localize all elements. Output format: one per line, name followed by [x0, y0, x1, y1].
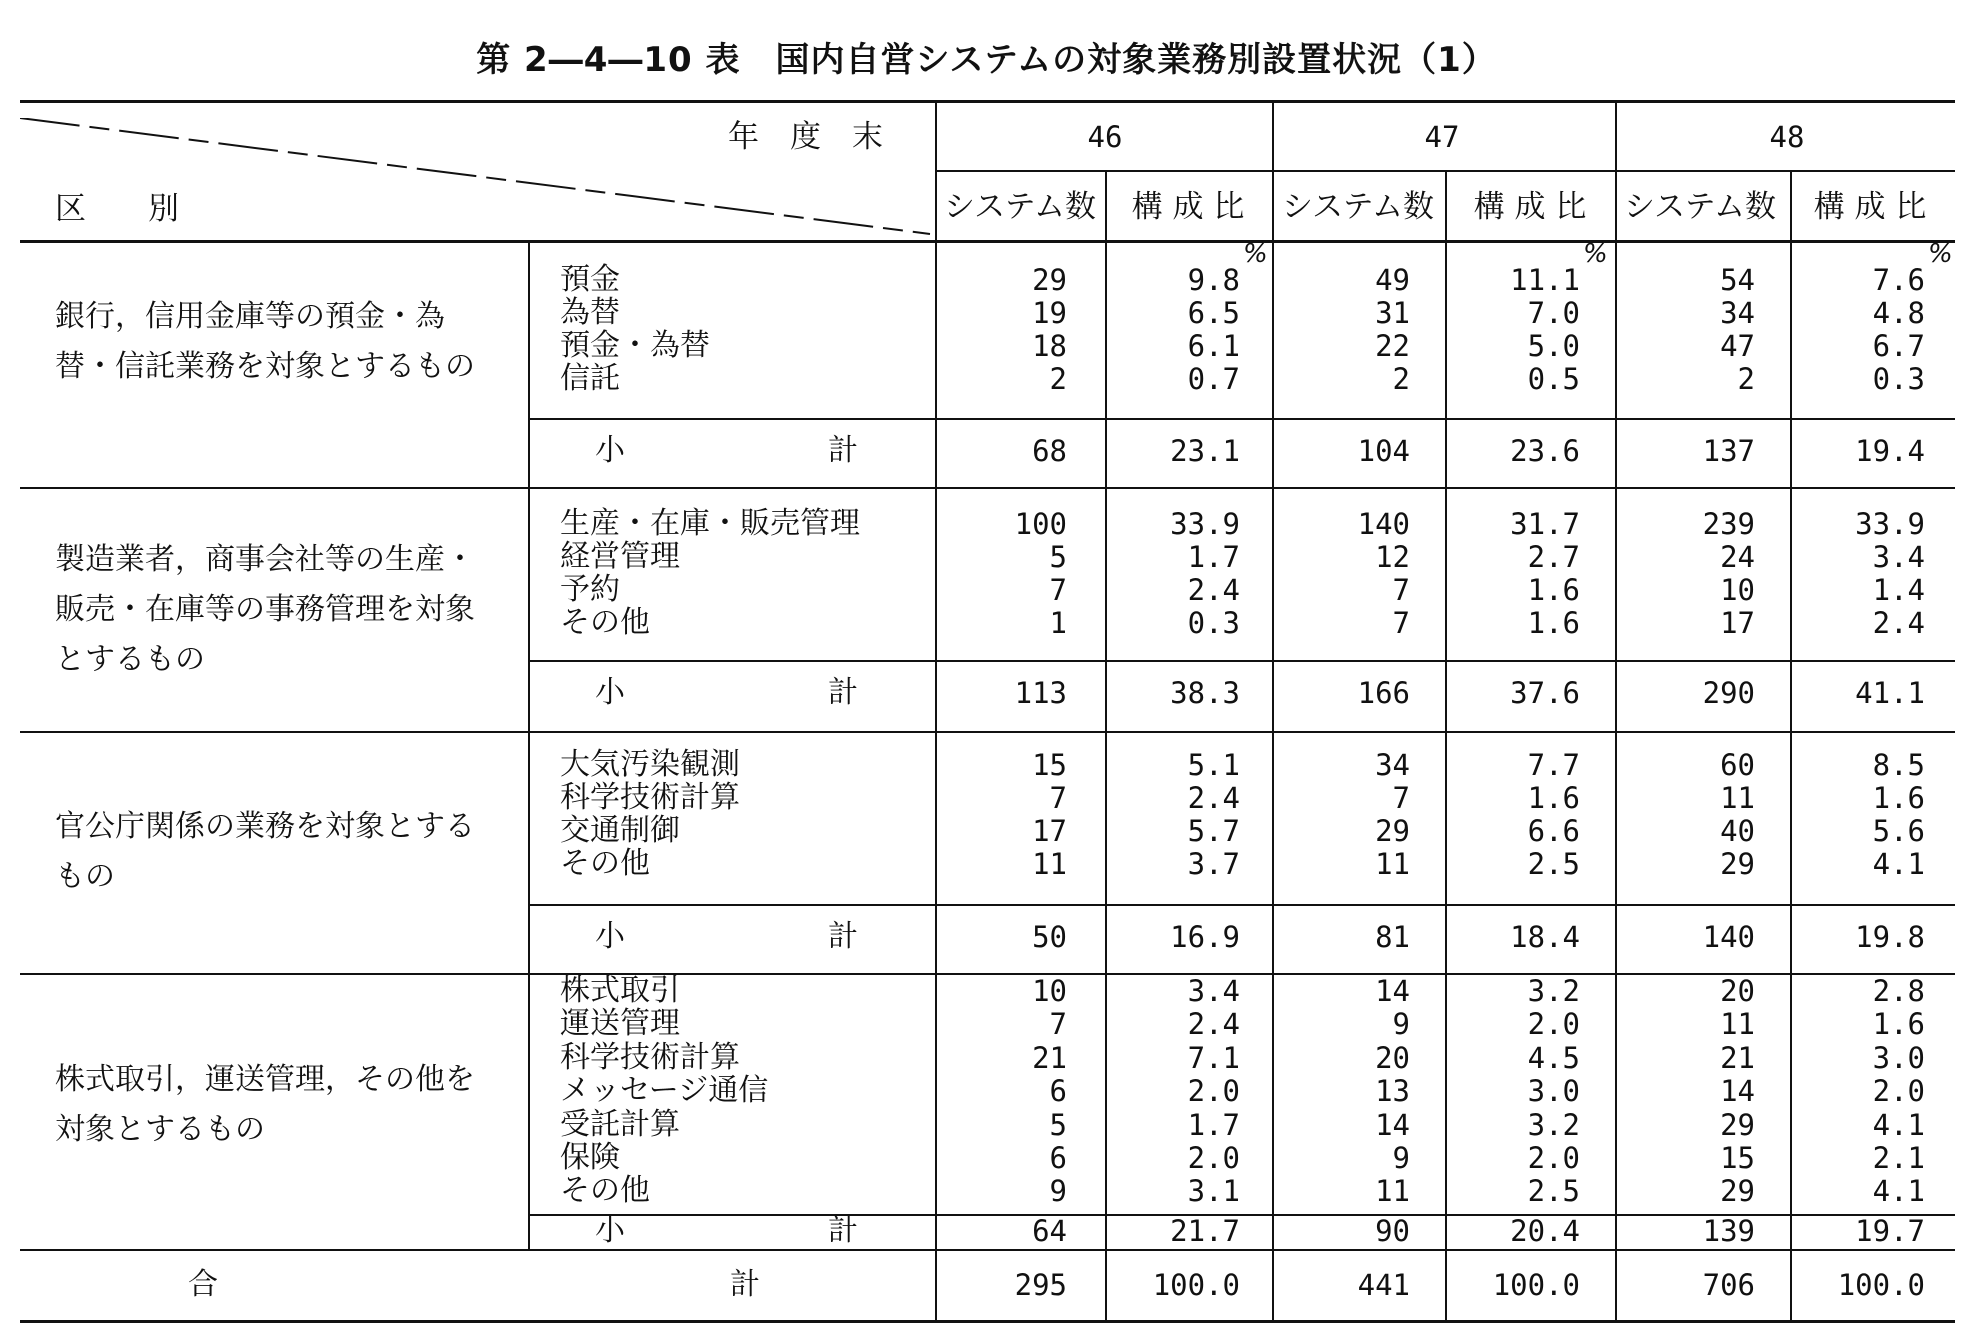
header-divider	[1272, 100, 1274, 240]
percent-sign: %	[1928, 239, 1953, 269]
subtotal-systems: 104	[1357, 434, 1410, 468]
ratio-value: 2.0	[1187, 1141, 1240, 1175]
systems-count: 29	[1375, 814, 1410, 848]
subtotal-ratio: 41.1	[1855, 676, 1925, 710]
subtotal-ratio: 23.1	[1170, 434, 1240, 468]
systems-count: 7	[1392, 606, 1410, 640]
column-divider	[1272, 488, 1274, 732]
item-name: 為替	[560, 295, 620, 330]
subtotal-label-right: 計	[828, 675, 858, 710]
column-divider	[1790, 732, 1792, 974]
systems-count: 29	[1032, 263, 1067, 297]
column-divider	[528, 488, 530, 732]
subtotal-ratio: 38.3	[1170, 676, 1240, 710]
header-divider	[935, 100, 937, 240]
subtotal-ratio: 19.4	[1855, 434, 1925, 468]
subtotal-ratio: 19.7	[1855, 1214, 1925, 1248]
subtotal-ratio: 20.4	[1510, 1214, 1580, 1248]
column-divider	[1105, 488, 1107, 732]
column-divider	[528, 243, 530, 488]
systems-count: 12	[1375, 540, 1410, 574]
total-divider	[935, 1250, 937, 1320]
systems-count: 34	[1375, 748, 1410, 782]
subtotal-ratio: 18.4	[1510, 920, 1580, 954]
subtotal-systems: 113	[1014, 676, 1067, 710]
systems-count: 40	[1720, 814, 1755, 848]
subtotal-systems: 290	[1702, 676, 1755, 710]
header-bottom-rule	[20, 240, 1955, 243]
column-divider	[935, 488, 937, 732]
ratio-value: 2.4	[1187, 781, 1240, 815]
ratio-value: 3.4	[1187, 974, 1240, 1008]
ratio-value: 2.4	[1187, 1007, 1240, 1042]
group-rule	[20, 1249, 1955, 1251]
ratio-value: 0.5	[1527, 362, 1580, 396]
column-divider	[1272, 732, 1274, 974]
column-divider	[1445, 732, 1447, 974]
systems-count: 140	[1357, 507, 1410, 541]
col-header-systems: システム数	[1282, 189, 1434, 225]
subtotal-label-right: 計	[828, 433, 858, 468]
systems-count: 100	[1014, 507, 1067, 541]
table-top-rule	[20, 100, 1955, 103]
item-name: 保険	[560, 1140, 620, 1175]
column-divider	[1615, 732, 1617, 974]
ratio-value: 5.1	[1187, 748, 1240, 782]
systems-count: 20	[1375, 1040, 1410, 1075]
ratio-value: 1.7	[1187, 1107, 1240, 1142]
systems-count: 2	[1049, 362, 1067, 396]
year-header-48: 48	[1769, 120, 1805, 154]
subtotal-rule	[528, 418, 1955, 420]
subtotal-systems: 81	[1375, 920, 1410, 954]
header-divider	[1615, 100, 1617, 240]
header-year-label: 年 度 末	[728, 119, 883, 155]
subtotal-systems: 50	[1032, 920, 1067, 954]
subtotal-label-right: 計	[828, 919, 858, 954]
ratio-value: 0.3	[1187, 606, 1240, 640]
ratio-value: 4.1	[1872, 1174, 1925, 1209]
subtotal-systems: 137	[1702, 434, 1755, 468]
item-name: その他	[560, 1173, 650, 1209]
subtotal-ratio: 23.6	[1510, 434, 1580, 468]
item-name: 運送管理	[560, 1006, 680, 1042]
column-divider	[1615, 243, 1617, 488]
systems-count: 6	[1049, 1074, 1067, 1109]
systems-count: 11	[1032, 847, 1067, 881]
ratio-value: 3.1	[1187, 1174, 1240, 1209]
ratio-value: 3.2	[1527, 1107, 1580, 1142]
subtotal-systems: 68	[1032, 434, 1067, 468]
page-title: 第 2―4―10 表 国内自営システムの対象業務別設置状況（1）	[476, 40, 1497, 80]
subtotal-rule	[528, 660, 1955, 662]
ratio-value: 3.4	[1872, 540, 1925, 574]
systems-count: 7	[1392, 781, 1410, 815]
subtotal-systems: 166	[1357, 676, 1410, 710]
column-divider	[935, 243, 937, 488]
ratio-value: 7.1	[1187, 1040, 1240, 1075]
ratio-value: 3.2	[1527, 974, 1580, 1008]
category-label: 製造業者，商事会社等の生産・販売・在庫等の事務管理を対象とするもの	[55, 542, 475, 677]
ratio-value: 6.5	[1187, 296, 1240, 330]
systems-count: 17	[1032, 814, 1067, 848]
systems-count: 9	[1392, 1007, 1410, 1042]
subtotal-rule	[528, 904, 1955, 906]
systems-count: 15	[1720, 1141, 1755, 1175]
total-divider	[1615, 1250, 1617, 1320]
ratio-value: 0.3	[1872, 362, 1925, 396]
column-divider	[1445, 243, 1447, 488]
ratio-value: 4.8	[1872, 296, 1925, 330]
ratio-value: 1.7	[1187, 540, 1240, 574]
ratio-value: 6.6	[1527, 814, 1580, 848]
systems-count: 19	[1032, 296, 1067, 330]
ratio-value: 1.6	[1872, 1007, 1925, 1042]
systems-count: 22	[1375, 329, 1410, 363]
total-divider	[1790, 1250, 1792, 1320]
total-systems: 295	[1014, 1268, 1067, 1302]
systems-count: 11	[1720, 781, 1755, 815]
category-label: 官公庁関係の業務を対象とするもの	[55, 809, 475, 894]
systems-count: 9	[1049, 1174, 1067, 1209]
header-row-label: 区 別	[55, 191, 179, 227]
ratio-value: 31.7	[1510, 507, 1580, 541]
ratio-value: 1.6	[1527, 573, 1580, 607]
systems-count: 29	[1720, 1174, 1755, 1209]
systems-count: 60	[1720, 748, 1755, 782]
subtotal-label-left: 小	[595, 675, 625, 710]
year-header-47: 47	[1424, 120, 1460, 154]
subtotal-systems: 140	[1702, 920, 1755, 954]
ratio-value: 4.1	[1872, 847, 1925, 881]
column-divider	[528, 974, 530, 1250]
subtotal-label-right: 計	[828, 1213, 858, 1248]
header-subdivider	[1105, 170, 1107, 240]
ratio-value: 1.6	[1872, 781, 1925, 815]
ratio-value: 7.7	[1527, 748, 1580, 782]
systems-count: 2	[1392, 362, 1410, 396]
ratio-value: 2.0	[1527, 1007, 1580, 1042]
systems-count: 7	[1392, 573, 1410, 607]
header-subdivider	[1790, 170, 1792, 240]
ratio-value: 9.8	[1187, 263, 1240, 297]
systems-count: 6	[1049, 1141, 1067, 1175]
category-label: 銀行，信用金庫等の預金・為替・信託業務を対象とするもの	[55, 299, 475, 384]
ratio-value: 2.5	[1527, 847, 1580, 881]
ratio-value: 11.1	[1510, 263, 1580, 297]
systems-count: 11	[1375, 1174, 1410, 1209]
ratio-value: 0.7	[1187, 362, 1240, 396]
item-name: メッセージ通信	[560, 1073, 769, 1109]
ratio-value: 2.5	[1527, 1174, 1580, 1209]
systems-count: 2	[1737, 362, 1755, 396]
subtotal-systems: 139	[1702, 1214, 1755, 1248]
ratio-value: 3.0	[1872, 1040, 1925, 1075]
systems-count: 17	[1720, 606, 1755, 640]
col-header-systems: システム数	[944, 189, 1096, 225]
ratio-value: 33.9	[1170, 507, 1240, 541]
ratio-value: 3.7	[1187, 847, 1240, 881]
ratio-value: 1.6	[1527, 606, 1580, 640]
ratio-value: 6.7	[1872, 329, 1925, 363]
total-systems: 706	[1702, 1268, 1755, 1302]
column-divider	[1615, 488, 1617, 732]
systems-count: 29	[1720, 847, 1755, 881]
item-name: 大気汚染観測	[560, 747, 740, 782]
item-name: 預金・為替	[560, 328, 710, 363]
subtotal-ratio: 19.8	[1855, 920, 1925, 954]
systems-count: 20	[1720, 974, 1755, 1008]
ratio-value: 2.0	[1872, 1074, 1925, 1109]
column-divider	[1790, 243, 1792, 488]
group-rule	[20, 973, 1955, 975]
column-divider	[1445, 488, 1447, 732]
column-divider	[1272, 243, 1274, 488]
total-ratio: 100.0	[1492, 1268, 1580, 1302]
ratio-value: 7.0	[1527, 296, 1580, 330]
systems-count: 14	[1720, 1074, 1755, 1109]
ratio-value: 4.1	[1872, 1107, 1925, 1142]
column-divider	[1790, 488, 1792, 732]
ratio-value: 1.4	[1872, 573, 1925, 607]
systems-count: 7	[1049, 781, 1067, 815]
column-divider	[1615, 974, 1617, 1250]
column-divider	[1445, 974, 1447, 1250]
ratio-value: 3.0	[1527, 1074, 1580, 1109]
item-name: 信託	[560, 361, 620, 396]
col-header-ratio: 構 成 比	[1813, 189, 1927, 225]
ratio-value: 2.4	[1872, 606, 1925, 640]
systems-count: 11	[1720, 1007, 1755, 1042]
systems-count: 9	[1392, 1141, 1410, 1175]
item-name: 科学技術計算	[560, 1039, 740, 1075]
subtotal-systems: 64	[1032, 1214, 1067, 1248]
systems-count: 13	[1375, 1074, 1410, 1109]
table-bottom-rule	[20, 1320, 1955, 1323]
total-label-right: 計	[730, 1267, 760, 1302]
systems-count: 7	[1049, 573, 1067, 607]
systems-count: 5	[1049, 540, 1067, 574]
category-label: 株式取引，運送管理，その他を対象とするもの	[55, 1062, 475, 1147]
ratio-value: 7.6	[1872, 263, 1925, 297]
item-name: その他	[560, 605, 650, 640]
ratio-value: 2.4	[1187, 573, 1240, 607]
item-name: 交通制御	[560, 813, 680, 848]
ratio-value: 33.9	[1855, 507, 1925, 541]
ratio-value: 2.8	[1872, 974, 1925, 1008]
systems-count: 21	[1720, 1040, 1755, 1075]
systems-count: 11	[1375, 847, 1410, 881]
total-divider	[1445, 1250, 1447, 1320]
ratio-value: 2.7	[1527, 540, 1580, 574]
systems-count: 24	[1720, 540, 1755, 574]
systems-count: 54	[1720, 263, 1755, 297]
ratio-value: 5.7	[1187, 814, 1240, 848]
subtotal-ratio: 16.9	[1170, 920, 1240, 954]
subtotal-label-left: 小	[595, 433, 625, 468]
total-ratio: 100.0	[1152, 1268, 1240, 1302]
column-divider	[528, 732, 530, 974]
col-header-ratio: 構 成 比	[1131, 189, 1245, 225]
systems-count: 5	[1049, 1107, 1067, 1142]
subtotal-label-left: 小	[595, 919, 625, 954]
ratio-value: 6.1	[1187, 329, 1240, 363]
column-divider	[1105, 243, 1107, 488]
column-divider	[935, 732, 937, 974]
item-name: 予約	[560, 572, 620, 607]
systems-count: 14	[1375, 974, 1410, 1008]
header-subdivider	[1445, 170, 1447, 240]
total-divider	[1105, 1250, 1107, 1320]
item-name: 生産・在庫・販売管理	[560, 506, 860, 541]
systems-count: 239	[1702, 507, 1755, 541]
systems-count: 18	[1032, 329, 1067, 363]
subtotal-ratio: 37.6	[1510, 676, 1580, 710]
ratio-value: 2.0	[1187, 1074, 1240, 1109]
systems-count: 7	[1049, 1007, 1067, 1042]
systems-count: 34	[1720, 296, 1755, 330]
column-divider	[1272, 974, 1274, 1250]
item-name: 受託計算	[560, 1106, 680, 1142]
subtotal-label-left: 小	[595, 1213, 625, 1248]
total-divider	[1272, 1250, 1274, 1320]
systems-count: 10	[1032, 974, 1067, 1008]
ratio-value: 5.6	[1872, 814, 1925, 848]
column-divider	[935, 974, 937, 1250]
col-header-ratio: 構 成 比	[1473, 189, 1587, 225]
item-name: 経営管理	[560, 539, 680, 574]
item-name: 預金	[560, 262, 620, 297]
systems-count: 29	[1720, 1107, 1755, 1142]
systems-count: 47	[1720, 329, 1755, 363]
item-name: 科学技術計算	[560, 780, 740, 815]
col-header-systems: システム数	[1624, 189, 1776, 225]
item-name: 株式取引	[560, 973, 680, 1008]
column-divider	[1105, 732, 1107, 974]
ratio-value: 2.1	[1872, 1141, 1925, 1175]
systems-count: 14	[1375, 1107, 1410, 1142]
total-systems: 441	[1357, 1268, 1410, 1302]
systems-count: 21	[1032, 1040, 1067, 1075]
ratio-value: 1.6	[1527, 781, 1580, 815]
percent-sign: %	[1583, 239, 1608, 269]
systems-count: 1	[1049, 606, 1067, 640]
ratio-value: 5.0	[1527, 329, 1580, 363]
ratio-value: 2.0	[1527, 1141, 1580, 1175]
group-rule	[20, 731, 1955, 733]
ratio-value: 4.5	[1527, 1040, 1580, 1075]
ratio-value: 8.5	[1872, 748, 1925, 782]
percent-sign: %	[1243, 239, 1268, 269]
total-ratio: 100.0	[1837, 1268, 1925, 1302]
systems-count: 31	[1375, 296, 1410, 330]
subtotal-ratio: 21.7	[1170, 1214, 1240, 1248]
systems-count: 10	[1720, 573, 1755, 607]
column-divider	[1790, 974, 1792, 1250]
total-label-left: 合	[188, 1267, 218, 1302]
year-header-46: 46	[1087, 120, 1123, 154]
systems-count: 49	[1375, 263, 1410, 297]
item-name: その他	[560, 846, 650, 881]
systems-count: 15	[1032, 748, 1067, 782]
column-divider	[1105, 974, 1107, 1250]
group-rule	[20, 487, 1955, 489]
subtotal-systems: 90	[1375, 1214, 1410, 1248]
